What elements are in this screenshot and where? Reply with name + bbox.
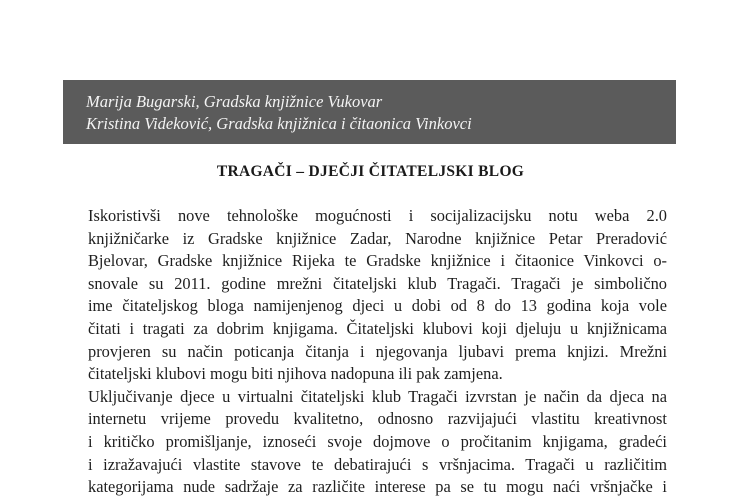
text-line: Iskoristivši nove tehnološke mogućnosti i socijalizacijsku notu weba 2.0	[88, 206, 667, 225]
text-line: i kritičko promišljanje, iznoseći svoje dojmove o pročitanim knjigama, gradeći	[88, 431, 667, 451]
text-line: čitati i tragati za dobrim knjigama. Čitateljski klubovi koji djeluju u knjižnicama	[88, 318, 667, 338]
text-line: Uključivanje djece u virtualni čitateljski klub Tragači izvrstan je način da djeca na	[88, 386, 667, 406]
text-line: čitateljski klubovi mogu biti njihova nadopuna ili pak zamjena.	[88, 364, 503, 384]
text-line: ime čitateljskog bloga namijenjenog djeci u dobi od 8 do 13 godina koja vole	[88, 296, 667, 316]
text-line: snovale su 2011. godine mrežni čitateljski klub Tragači. Tragači je simbolično	[88, 273, 667, 293]
article-body	[88, 205, 667, 499]
text-line: Bjelovar, Gradske knjižnice Rijeka te Gradske knjižnice i čitaonice Vinkovci o-	[88, 251, 667, 271]
paragraph-1	[88, 205, 667, 386]
text-line: knjižničarke iz Gradske knjižnice Zadar, Narodne knjižnice Petar Preradović	[88, 228, 667, 248]
text-line: internetu vrijeme provedu kvalitetno, odnosno razvijajući vlastitu kreativnost	[88, 409, 667, 429]
text-line: kategorijama nude sadržaje za različite interese pa se tu mogu naći vršnjačke i	[88, 477, 667, 497]
author-line-2: Kristina Videković, Gradska knjižnica i čitaonica Vinkovci	[86, 113, 472, 133]
article-title: TRAGAČI – DJEČJI ČITATELJSKI BLOG	[216, 163, 525, 180]
author-band	[63, 80, 676, 144]
author-line-1: Marija Bugarski, Gradska knjižnice Vukovar	[86, 92, 383, 111]
text-line: i izražavajući vlastite stavove te debatirajući s vršnjacima. Tragači u različitim	[88, 454, 667, 474]
paragraph-2	[88, 386, 667, 499]
text-line: provjeren su način poticanja čitanja i njegovanja ljubavi prema knjizi. Mrežni	[88, 341, 667, 361]
